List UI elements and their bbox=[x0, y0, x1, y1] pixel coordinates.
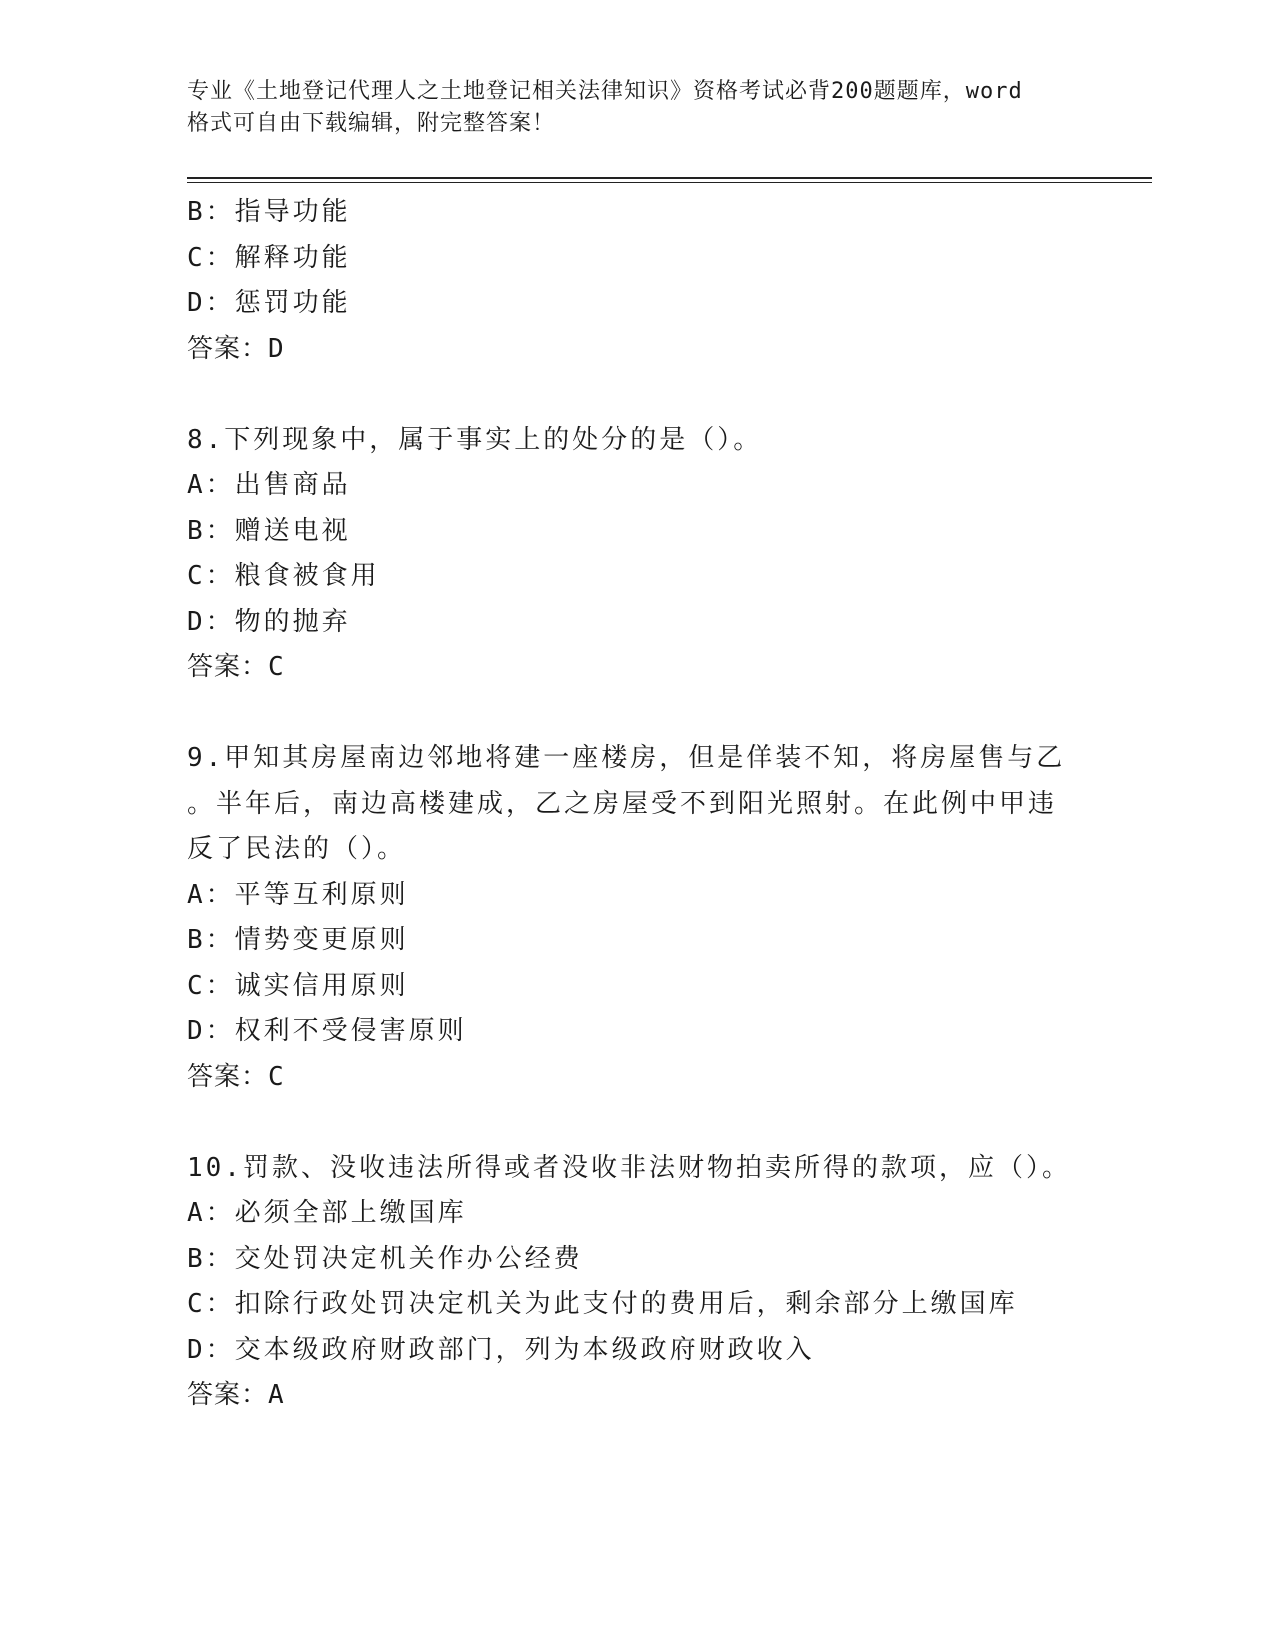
option-b: B：赠送电视 bbox=[187, 515, 351, 546]
option-c: C：粮食被食用 bbox=[187, 561, 380, 591]
option-b: B：交处罚决定机关作办公经费 bbox=[187, 1243, 583, 1274]
option-c: C：解释功能 bbox=[187, 242, 351, 273]
question-stem-line-3: 反了民法的（）。 bbox=[187, 834, 407, 864]
answer: 答案：C bbox=[187, 1061, 285, 1092]
header-divider-thick bbox=[187, 177, 1152, 179]
header-line-2: 格式可自由下载编辑，附完整答案！ bbox=[187, 111, 556, 136]
header-line-1: 专业《土地登记代理人之土地登记相关法律知识》资格考试必背200题题库，word bbox=[187, 79, 1023, 104]
document-header bbox=[187, 76, 1087, 140]
spacer bbox=[187, 691, 1087, 737]
question-list bbox=[187, 190, 1087, 1419]
option-a: A：必须全部上缴国库 bbox=[187, 1198, 467, 1228]
question-stem-line-1: 9.甲知其房屋南边邻地将建一座楼房，但是佯装不知，将房屋售与乙 bbox=[187, 743, 1066, 773]
question-7 bbox=[187, 190, 1087, 372]
question-9 bbox=[187, 736, 1087, 1100]
option-d: D：物的抛弃 bbox=[187, 606, 351, 637]
option-a: A：平等互利原则 bbox=[187, 879, 409, 910]
answer: 答案：C bbox=[187, 652, 285, 682]
question-stem: 8.下列现象中，属于事实上的处分的是（）。 bbox=[187, 424, 763, 455]
option-c: C：扣除行政处罚决定机关为此支付的费用后，剩余部分上缴国库 bbox=[187, 1289, 1018, 1319]
header-divider-thin bbox=[187, 182, 1152, 183]
question-stem: 10.罚款、没收违法所得或者没收非法财物拍卖所得的款项，应（）。 bbox=[187, 1152, 1071, 1183]
question-8 bbox=[187, 418, 1087, 691]
option-d: D：惩罚功能 bbox=[187, 288, 351, 318]
question-stem-line-2: 。半年后，南边高楼建成，乙之房屋受不到阳光照射。在此例中甲违 bbox=[187, 788, 1058, 819]
spacer bbox=[187, 372, 1087, 418]
option-a: A：出售商品 bbox=[187, 470, 351, 500]
option-c: C：诚实信用原则 bbox=[187, 970, 409, 1001]
option-d: D：权利不受侵害原则 bbox=[187, 1016, 467, 1046]
option-d: D：交本级政府财政部门，列为本级政府财政收入 bbox=[187, 1334, 815, 1365]
option-b: B：指导功能 bbox=[187, 197, 351, 227]
question-10 bbox=[187, 1146, 1087, 1419]
option-b: B：情势变更原则 bbox=[187, 925, 409, 955]
answer: 答案：A bbox=[187, 1380, 285, 1410]
answer: 答案：D bbox=[187, 333, 285, 364]
spacer bbox=[187, 1100, 1087, 1146]
